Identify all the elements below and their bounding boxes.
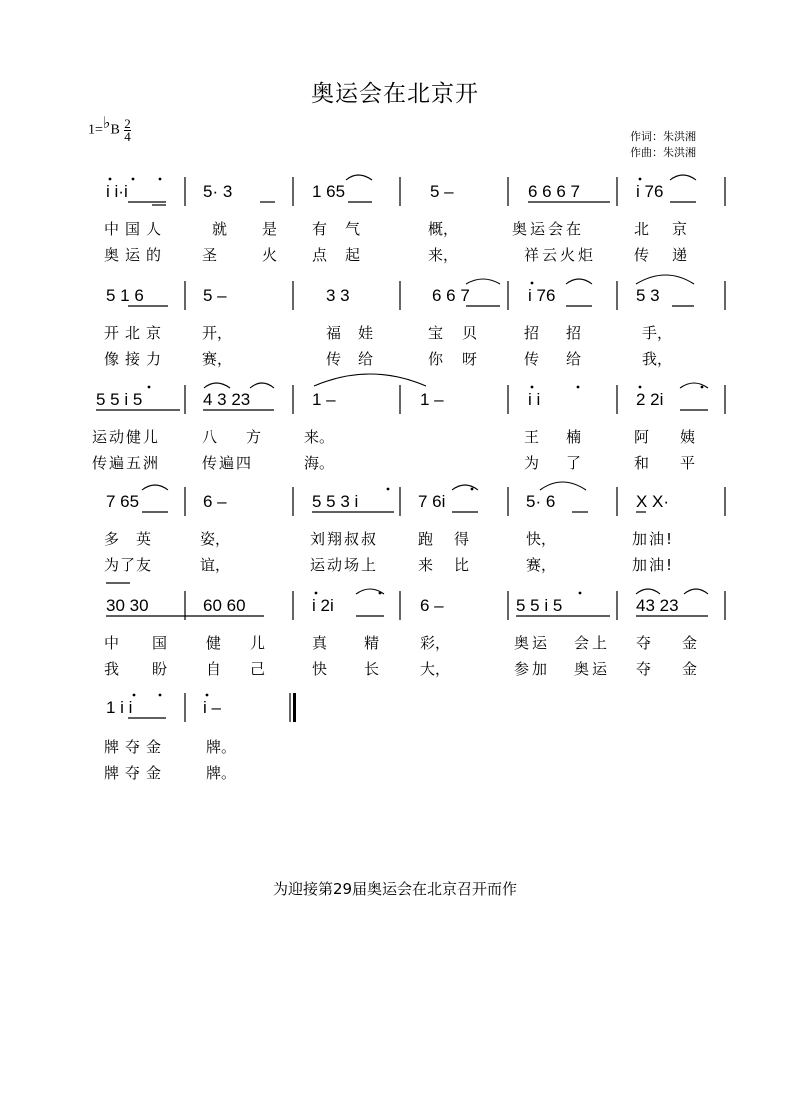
- time-bottom: 4: [124, 129, 131, 144]
- lyric-5l1-10: 夺: [636, 634, 652, 652]
- lyric-2l1-3: 福: [326, 324, 342, 342]
- measure-5-3: i 2i: [312, 596, 334, 615]
- lyric-5l2-6: 长: [364, 660, 380, 678]
- lyric-3l1-2: 八: [202, 428, 218, 446]
- lyric-4l1-6: 得: [454, 530, 470, 548]
- lyric-4l1-4: 刘翔叔叔: [310, 530, 379, 548]
- lyric-3l2-5: 了: [566, 454, 582, 472]
- measure-2-5: i 76: [528, 286, 556, 305]
- lyric-4l2-7: 加油!: [632, 556, 675, 574]
- measure-1-4: 5 –: [430, 182, 454, 201]
- measure-4-2: 6 –: [203, 492, 227, 511]
- lyric-1-9: 京: [672, 220, 688, 238]
- lyric-5l1-9: 会上: [574, 634, 611, 652]
- lyric-2l2-2: 赛，: [202, 350, 233, 368]
- lyric-6l1-2: 牌。: [206, 738, 237, 756]
- measure-5-1: 30 30: [106, 596, 149, 615]
- lyric-2l1-8: 招: [566, 324, 582, 342]
- lyric-4l2-6: 赛，: [526, 556, 557, 574]
- lyric-2l2-4: 给: [358, 350, 374, 368]
- lyric-6l2-1: 牌夺金: [104, 764, 168, 782]
- lyric-2-4: 点: [312, 246, 328, 264]
- lyric-2l1-7: 招: [524, 324, 540, 342]
- lyric-2l2-8: 给: [566, 350, 582, 368]
- lyric-3l2-2: 传遍四: [202, 454, 254, 472]
- slur: [466, 279, 500, 284]
- slur: [540, 482, 586, 490]
- lyric-5l1-7: 彩，: [420, 634, 451, 652]
- lyric-3l2-6: 和: [634, 454, 650, 472]
- measure-4-1: 7 65: [106, 492, 140, 511]
- lyric-1-7: 奥运会在: [512, 220, 585, 238]
- lyric-6l1-1: 牌夺金: [104, 738, 168, 756]
- lyric-2l2-1: 像接力: [104, 350, 168, 368]
- lyric-2l2-3: 传: [326, 350, 342, 368]
- measure-5-4: 6 –: [420, 596, 444, 615]
- lyric-4l2-5: 比: [454, 556, 470, 574]
- measure-3-5: i i: [528, 390, 541, 409]
- lyric-1-3: 是: [262, 220, 278, 238]
- lyric-4l2-3: 运动场上: [310, 556, 379, 574]
- measure-1-6: i 76: [636, 182, 664, 201]
- lyric-1-8: 北: [634, 220, 650, 238]
- measure-6-1: 1 i i: [106, 698, 133, 717]
- slurs: [142, 175, 708, 594]
- lyric-2-2: 圣: [202, 246, 218, 264]
- measure-3-3: 1 –: [312, 390, 336, 409]
- lyric-4l1-2: 英: [136, 530, 152, 548]
- slur: [670, 175, 696, 180]
- measure-3-4: 1 –: [420, 390, 444, 409]
- lyric-4l1-5: 跑: [418, 530, 434, 548]
- time-top: 2: [124, 116, 131, 131]
- beams: [96, 202, 708, 718]
- measure-4-3: 5 5 3 i: [312, 492, 359, 511]
- final-barline-thick: [293, 693, 296, 722]
- lyric-3l2-7: 平: [680, 454, 696, 472]
- lyric-5l1-2: 国: [152, 634, 168, 652]
- measure-2-1: 5 1 6: [106, 286, 144, 305]
- slur: [680, 383, 708, 388]
- measure-3-2: 4 3 23: [203, 390, 251, 409]
- lyric-2-1: 奥运的: [104, 246, 168, 264]
- lyricist-credit: 作词：朱洪湘: [630, 130, 696, 143]
- lyric-5l2-9: 奥运: [574, 660, 611, 678]
- lyric-5l1-5: 真: [312, 634, 328, 652]
- slur: [346, 175, 372, 180]
- measure-5-5: 5 5 i 5: [516, 596, 563, 615]
- key-tonic: B: [110, 122, 120, 138]
- measure-4-4: 7 6i: [418, 492, 446, 511]
- lyric-2l2-5: 你: [428, 350, 444, 368]
- lyric-4l1-1: 多: [104, 530, 120, 548]
- lyric-6l2-2: 牌。: [206, 764, 237, 782]
- lyric-1-4: 有: [312, 220, 328, 238]
- lyric-4l2-2: 谊，: [200, 556, 231, 574]
- measure-6-2: i –: [203, 698, 221, 717]
- measure-5-6: 43 23: [636, 596, 679, 615]
- lyric-5l2-7: 大，: [420, 660, 451, 678]
- octave-dots: [109, 178, 704, 697]
- lyric-4l2-4: 来: [418, 556, 434, 574]
- lyric-1-6: 概，: [428, 220, 459, 238]
- slur: [636, 275, 694, 284]
- measure-4-6: X X·: [636, 492, 670, 511]
- lyric-4l1-7: 快，: [526, 530, 557, 548]
- lyric-5l2-11: 金: [682, 660, 698, 678]
- song-title: 奥运会在北京开: [311, 81, 479, 107]
- slur: [204, 383, 230, 388]
- lyric-2l2-6: 呀: [462, 350, 478, 368]
- lyric-1-1: 中国人: [104, 220, 168, 238]
- slur: [452, 485, 478, 490]
- lyric-5l2-4: 己: [250, 660, 266, 678]
- measure-3-1: 5 5 i 5: [96, 390, 143, 409]
- lyric-3l1-3: 方: [246, 428, 262, 446]
- barlines: [185, 177, 725, 722]
- lyric-3l1-8: 姨: [680, 428, 696, 446]
- measure-1-3: 1 65: [312, 182, 346, 201]
- lyric-2l1-1: 开北京: [104, 324, 168, 342]
- lyric-2l2-9: 我，: [642, 350, 673, 368]
- lyric-2l1-2: 开，: [202, 324, 233, 342]
- lyric-2l1-5: 宝: [428, 324, 444, 342]
- measure-1-5: 6 6 6 7: [528, 182, 580, 201]
- measure-2-3: 3 3: [326, 286, 350, 305]
- lyric-5l2-1: 我: [104, 660, 120, 678]
- measure-1-2: 5· 3: [203, 182, 233, 201]
- lyric-4l2-1: 为了友: [104, 556, 153, 574]
- measure-5-2: 60 60: [203, 596, 246, 615]
- flat-sign-icon: ♭: [102, 114, 111, 132]
- lyric-2-8: 传: [634, 246, 650, 264]
- lyric-3l1-5: 王: [524, 428, 540, 446]
- lyric-5l2-10: 夺: [636, 660, 652, 678]
- slur: [636, 589, 660, 594]
- lyric-2l1-4: 娃: [358, 324, 374, 342]
- lyric-2-6: 来，: [428, 246, 459, 264]
- measure-2-2: 5 –: [203, 286, 227, 305]
- measure-3-6: 2 2i: [636, 390, 664, 409]
- lyric-5l2-2: 盼: [152, 660, 168, 678]
- measure-2-6: 5 3: [636, 286, 660, 305]
- slur: [142, 485, 168, 490]
- slur: [684, 589, 708, 594]
- lyric-4l1-3: 姿，: [200, 530, 231, 548]
- lyric-5l2-8: 参加: [514, 660, 551, 678]
- lyric-4l1-8: 加油!: [632, 530, 675, 548]
- dedication-note: 为迎接第29届奥运会在北京召开而作: [272, 880, 518, 898]
- lyric-5l2-3: 自: [206, 660, 222, 678]
- lyric-3l2-3: 海。: [304, 454, 335, 472]
- lyric-3l1-1: 运动健儿: [92, 428, 161, 446]
- lyric-3l1-7: 阿: [634, 428, 650, 446]
- lyric-3l1-6: 楠: [566, 428, 582, 446]
- measure-2-4: 6 6 7: [432, 286, 470, 305]
- measure-1-1: i i·i: [106, 182, 128, 201]
- lyric-5l1-11: 金: [682, 634, 698, 652]
- slur: [566, 279, 592, 284]
- lyric-2-5: 起: [345, 246, 361, 264]
- lyric-5l1-4: 儿: [250, 634, 266, 652]
- composer-credit: 作曲：朱洪湘: [630, 146, 696, 159]
- lyric-2l1-9: 手，: [642, 324, 673, 342]
- lyric-3l2-4: 为: [524, 454, 540, 472]
- slur: [250, 383, 274, 388]
- lyric-2-7: 祥云火炬: [524, 246, 597, 264]
- lyric-1-2: 就: [212, 220, 228, 238]
- lyric-3l1-4: 来。: [304, 428, 335, 446]
- lyric-5l1-8: 奥运: [514, 634, 551, 652]
- lyric-5l1-3: 健: [206, 634, 222, 652]
- key-prefix: 1=: [88, 122, 103, 138]
- lyric-3l2-1: 传遍五洲: [92, 454, 161, 472]
- slur: [314, 374, 426, 386]
- lyric-5l1-1: 中: [104, 634, 120, 652]
- measure-4-5: 5· 6: [526, 492, 556, 511]
- lyric-2-9: 递: [672, 246, 688, 264]
- lyric-5l1-6: 精: [364, 634, 380, 652]
- lyric-2-3: 火: [262, 246, 278, 264]
- lyric-2l2-7: 传: [524, 350, 540, 368]
- lyric-1-5: 气: [345, 220, 361, 238]
- lyric-5l2-5: 快: [312, 660, 328, 678]
- lyric-2l1-6: 贝: [462, 324, 478, 342]
